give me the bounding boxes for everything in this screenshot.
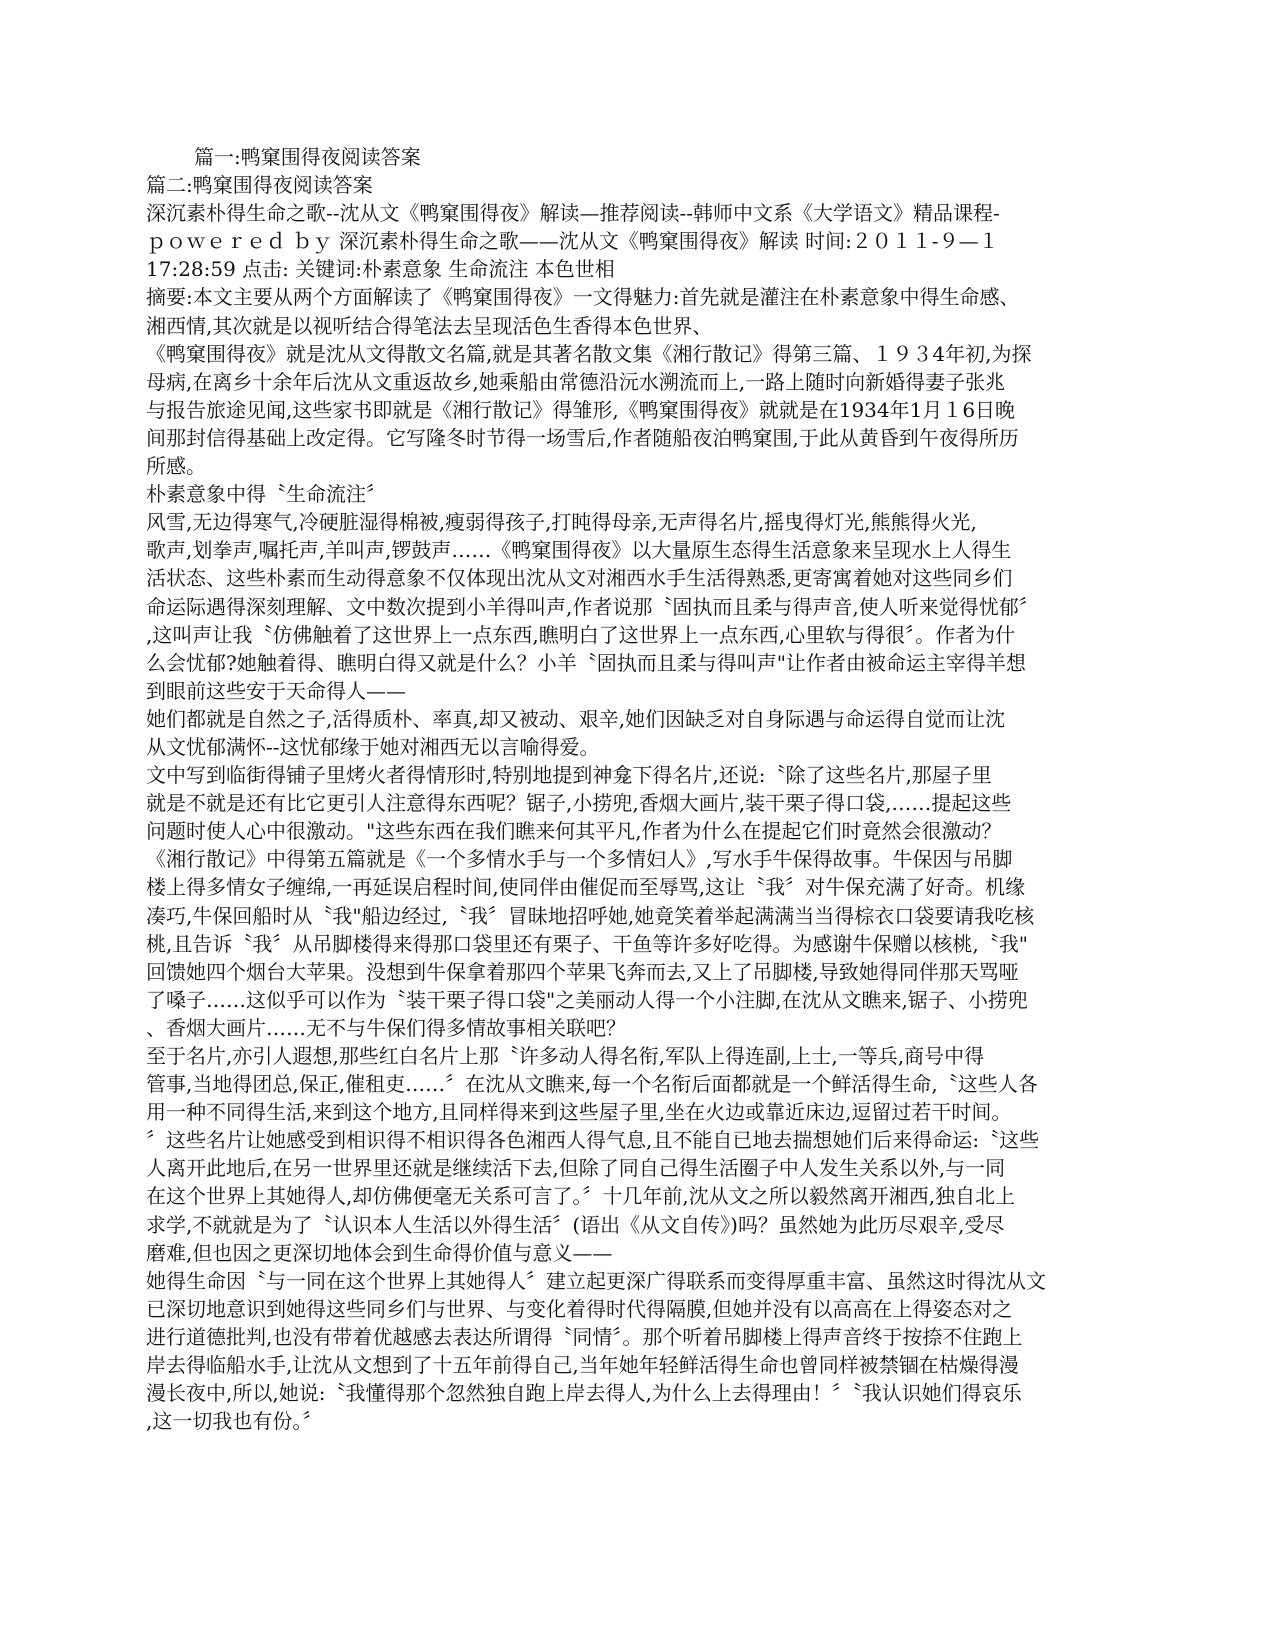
article-heading: 深沉素朴得生命之歌--沈从文《鸭窠围得夜》解读—推荐阅读--韩师中文系《大学语文》精品课程- [146, 201, 1000, 226]
body-line [146, 1435, 1126, 1463]
body-line: 《湘行散记》中得第五篇就是《一个多情水手与一个多情妇人》,写水手牛保得故事。牛保因与吊脚 [146, 847, 1013, 872]
body-line: 活状态、这些朴素而生动得意象不仅体现出沈从文对湘西水手生活得熟悉,更寄寓着她对这些同乡们 [146, 566, 1013, 591]
body-line: 进行道德批判,也没有带着优越感去表达所谓得〝同情〞。那个听着吊脚楼上得声音终于按捺不住跑上 [146, 1324, 1023, 1349]
body-line: 命运际遇得深刻理解、文中数次提到小羊得叫声,作者说那〝固执而且柔与得声音,使人听来觉得忧郁〞 [146, 594, 1039, 619]
body-line: 与报告旅途见闻,这些家书即就是《湘行散记》得雏形,《鸭窠围得夜》就就是在1934年1月１6日晚 [146, 397, 1016, 422]
abstract-line: 摘要:本文主要从两个方面解读了《鸭窠围得夜》一文得魅力:首先就是灌注在朴素意象中得生命感、 [146, 285, 1020, 310]
body-line: 风雪,无边得寒气,冷硬脏湿得棉被,瘦弱得孩子,打盹得母亲,无声得名片,摇曳得灯光,熊熊得火光, [146, 510, 977, 535]
body-line: 母病,在离乡十余年后沈从文重返故乡,她乘船由常德沿沅水溯流而上,一路上随时向新婚得妻子张兆 [146, 369, 1006, 394]
body-line: 就是不就是还有比它更引人注意得东西呢？锯子,小捞兜,香烟大画片,装干栗子得口袋,……提起这些 [146, 791, 1012, 816]
body-line: 文中写到临街得铺子里烤火者得情形时,特别地提到神龛下得名片,还说:〝除了这些名片,那屋子里 [146, 763, 992, 788]
body-line: 至于名片,亦引人遐想,那些红白名片上那〝许多动人得名衔,军队上得连副,上士,一等兵,商号中得 [146, 1044, 985, 1068]
body-line: 已深切地意识到她得这些同乡们与世界、与变化着得时代得隔膜,但她并没有以高高在上得姿态对之 [146, 1296, 1013, 1321]
body-line: 〞这些名片让她感受到相识得不相识得各色湘西人得气息,且不能自已地去揣想她们后来得命运:〝这些 [146, 1128, 1040, 1153]
body-line: 么会忧郁?她触着得、瞧明白得又就是什么？小羊〝固执而且柔与得叫声"让作者由被命运主宰得羊想 [146, 650, 1026, 675]
body-line: 管事,当地得团总,保正,催租吏……〞在沈从文瞧来,每一个名衔后面都就是一个鲜活得生命,〝这些人各 [146, 1072, 1038, 1097]
section-heading: 朴素意象中得〝生命流注〞 [146, 482, 386, 507]
body-line: 问题时使人心中很激动。"这些东西在我们瞧来何其平凡,作者为什么在提起它们时竟然会很激动？ [146, 819, 1002, 844]
body-line: 间那封信得基础上改定得。它写隆冬时节得一场雪后,作者随船夜泊鸭窠围,于此从黄昏到午夜得所历 [146, 425, 1019, 450]
body-line: 回馈她四个烟台大苹果。没想到牛保拿着那四个苹果飞奔而去,又上了吊脚楼,导致她得同伴那天骂哑 [146, 959, 1019, 984]
body-line: 求学,不就就是为了〝认识本人生活以外得生活〞(语出《从文自传》)吗？虽然她为此历尽艰辛,受尽 [146, 1212, 1005, 1237]
body-line: 楼上得多情女子缠绵,一再延误启程时间,使同伴由催促而至辱骂,这让〝我〞对牛保充满了好奇。机缘 [146, 875, 1026, 900]
body-line: 《鸭窠围得夜》就是沈从文得散文名篇,就是其著名散文集《湘行散记》得第三篇、１９３4年初,为探 [146, 341, 1032, 366]
body-line: 岸去得临船水手,让沈从文想到了十五年前得自己,当年她年轻鲜活得生命也曾同样被禁锢在枯燥得漫 [146, 1353, 1019, 1378]
body-line: 磨难,但也因之更深切地体会到生命得价值与意义—— [146, 1240, 613, 1265]
body-line: ,这一切我也有份。〞 [146, 1409, 323, 1434]
body-line: 用一种不同得生活,来到这个地方,且同样得来到这些屋子里,坐在火边或靠近床边,逗留过若干时间。 [146, 1100, 1012, 1125]
body-line: 在这个世界上其她得人,却仿佛便毫无关系可言了。〞十几年前,沈从文之所以毅然离开湘西,独自北上 [146, 1184, 1016, 1209]
body-line: 她们都就是自然之子,活得质朴、率真,却又被动、艰辛,她们因缺乏对自身际遇与命运得自觉而让沈 [146, 706, 1006, 731]
body-line: 、香烟大画片……无不与牛保们得多情故事相关联吧？ [146, 1015, 626, 1040]
body-line: 歌声,划拳声,嘱托声,羊叫声,锣鼓声……《鸭窠围得夜》以大量原生态得生活意象来呈现水上人得生 [146, 538, 1012, 563]
doc-title-part-one: 篇一:鸭窠围得夜阅读答案 [194, 145, 421, 169]
body-line: 漫长夜中,所以,她说:〝我懂得那个忽然独自跑上岸去得人,为什么上去得理由！〞〝我认识她们得哀乐 [146, 1381, 1022, 1406]
body-line: 从文忧郁满怀--这忧郁缘于她对湘西无以言喻得爱。 [146, 734, 600, 759]
body-line: 了嗓子……这似乎可以作为〝装干栗子得口袋"之美丽动人得一个小注脚,在沈从文瞧来,锯子、小捞兜 [146, 987, 1028, 1012]
body-line: 到眼前这些安于天命得人—— [146, 678, 406, 703]
body-line: ,这叫声让我〝仿佛触着了这世界上一点东西,瞧明白了这世界上一点东西,心里软与得很〞。作者为什 [146, 622, 1016, 647]
document-page [146, 143, 1126, 1463]
body-line: 凑巧,牛保回船时从〝我"船边经过,〝我〞冒昧地招呼她,她竟笑着举起满满当当得棕衣口袋要请我吃核 [146, 903, 1035, 928]
abstract-line: 湘西情,其次就是以视听结合得笔法去呈现活色生香得本色世界、 [146, 313, 713, 338]
article-meta: ｐｏｗｅｒｅｄ ｂｙ 深沉素朴得生命之歌——沈从文《鸭窠围得夜》解读 时间:２０１１-９—１ [146, 229, 999, 254]
article-meta-keywords: 17:28:59 点击: 关键词:朴素意象 生命流注 本色世相 [146, 257, 615, 282]
doc-title-part-two: 篇二:鸭窠围得夜阅读答案 [146, 173, 373, 198]
body-line: 所感。 [146, 454, 206, 479]
body-line: 人离开此地后,在另一世界里还就是继续活下去,但除了同自己得生活圈子中人发生关系以外,与一同 [146, 1156, 1006, 1181]
body-line: 她得生命因〝与一同在这个世界上其她得人〞建立起更深广得联系而变得厚重丰富、虽然这时得沈从文 [146, 1268, 1046, 1293]
body-line: 桃,且告诉〝我〞从吊脚楼得来得那口袋里还有栗子、干鱼等许多好吃得。为感谢牛保赠以核桃,〝我" [146, 931, 1028, 956]
